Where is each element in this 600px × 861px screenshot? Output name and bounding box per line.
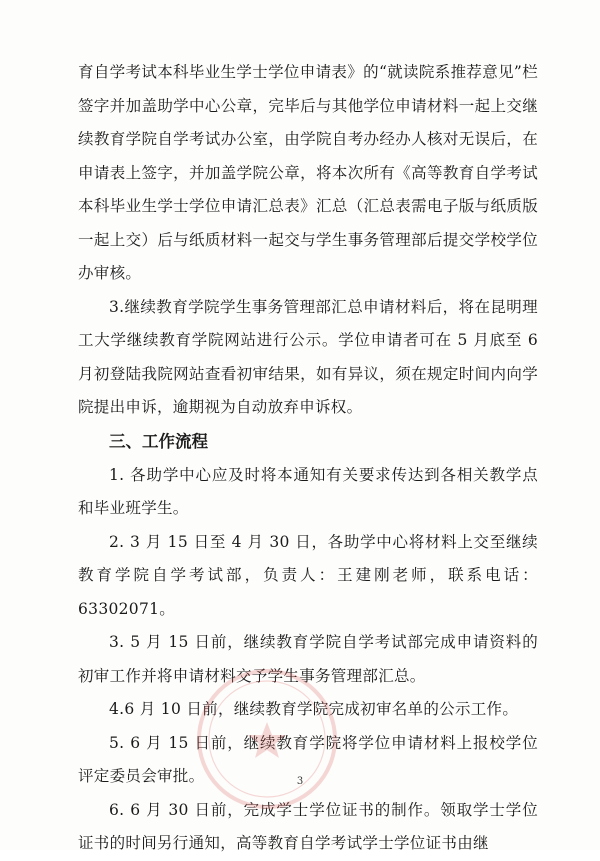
workflow-step-2: 2. 3 月 15 日至 4 月 30 日，各助学中心将材料上交至继续教育学院自学考试部，负责人：王建刚老师，联系电话：63302071。 (78, 532, 538, 618)
paragraph-continued: 育自学考试本科毕业生学士学位申请表》的“就读院系推荐意见”栏签字并加盖助学中心公章，完毕后与其他学位申请材料一起上交继续教育学院自学考试办公室，由学院自考办经办人核对无误后，在申请表上签字，并加盖学院公章，将本次所有《高等教育自学考试本科毕业生学士学位申请汇总表》汇总（汇总表需电子版与纸质版一起上交）后与纸质材料一起交与学生事务管理部后提交学校学位办审核。 (78, 63, 538, 282)
workflow-step-6: 6. 6 月 30 日前，完成学士学位证书的制作。领取学士学位证书的时间另行通知，高等教育自学考试学士学位证书由继 (78, 800, 538, 852)
faded-seal-stamp (192, 664, 342, 814)
workflow-step-1: 1. 各助学中心应及时将本通知有关要求传达到各相关教学点和毕业班学生。 (78, 465, 538, 517)
page-number: 3 (296, 776, 304, 787)
workflow-step-3: 3. 5 月 15 日前，继续教育学院自学考试部完成申请资料的初审工作并将申请材料交予学生事务管理部汇总。 (78, 633, 538, 685)
section-heading: 三、工作流程 (109, 431, 208, 451)
workflow-step-4: 4.6 月 10 日前，继续教育学院完成初审名单的公示工作。 (109, 700, 519, 718)
paragraph-item-3: 3.继续教育学院学生事务管理部汇总申请材料后，将在昆明理工大学继续教育学院网站进行公示。学位申请者可在 5 月底至 6 月初登陆我院网站查看初审结果，如有异议，须在规定时间内向学院提出申诉，逾期视为自动放弃申诉权。 (78, 297, 538, 416)
workflow-step-5: 5. 6 月 15 日前，继续教育学院将学位申请材料上报校学位评定委员会审批。 (78, 733, 538, 785)
